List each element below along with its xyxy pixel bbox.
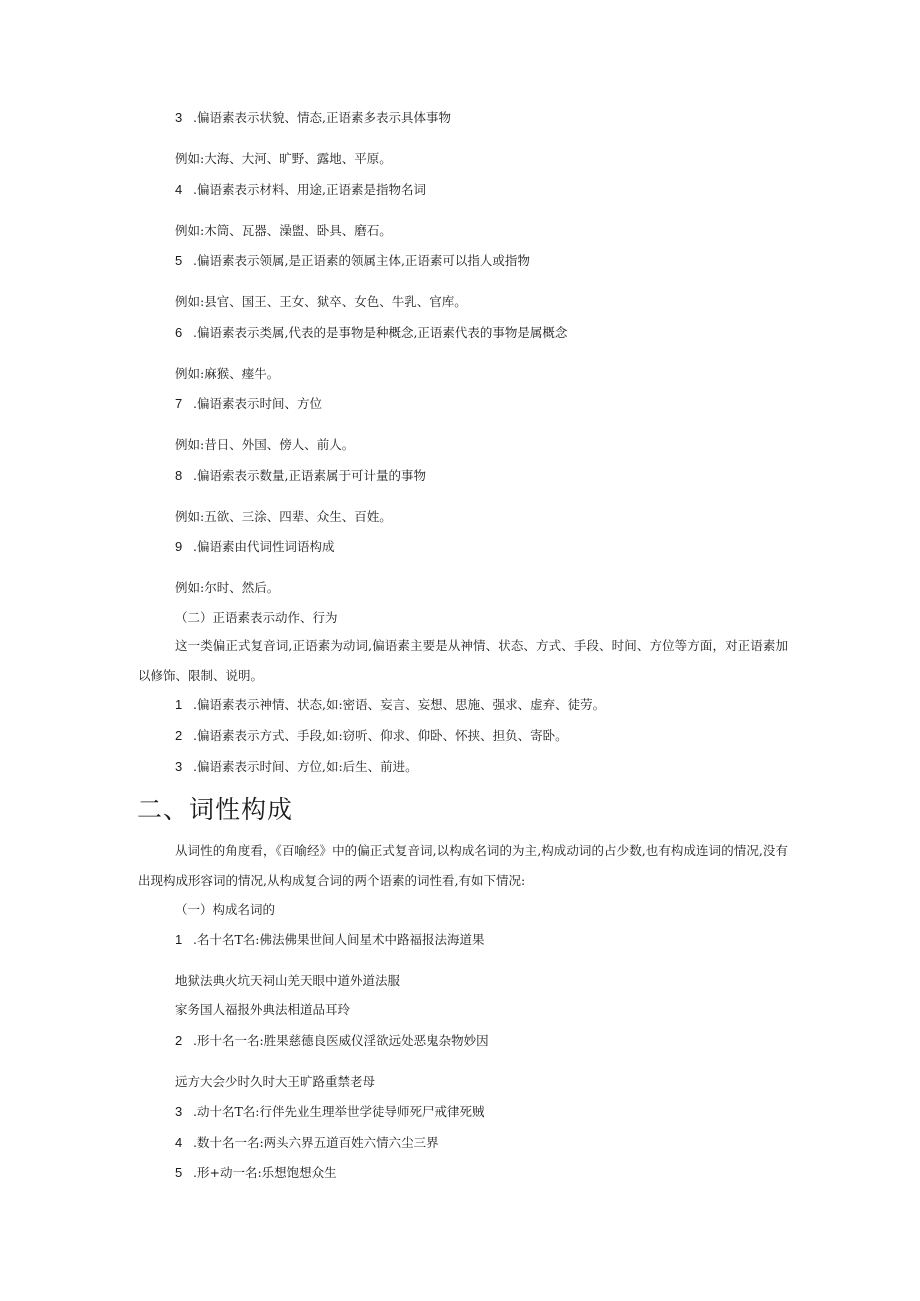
list-item-number: 1 — [175, 932, 183, 947]
list-item-number: 3 — [175, 759, 183, 774]
example-line: 例如:昔日、外国、傍人、前人。 — [175, 437, 355, 452]
list-item-number: 4 — [175, 182, 183, 197]
list-item — [175, 697, 605, 713]
subsection-heading: （二）正语素表示动作、行为 — [175, 610, 338, 625]
example-line: 地狱法典火坑天祠山羌天眼中道外道法服 — [175, 973, 401, 988]
list-item — [175, 759, 418, 775]
list-item-number: 5 — [175, 1165, 183, 1180]
list-item — [175, 1033, 489, 1049]
body-paragraph: 这一类偏正式复音词,正语素为动词,偏语素主要是从神情、状态、方式、手段、时间、方位等方面，对正语素加以修饰、限制、说明。 — [138, 638, 788, 683]
list-item-number: 2 — [175, 1033, 183, 1048]
example-line: 例如:五欲、三涂、四辈、众生、百姓。 — [175, 509, 392, 524]
list-item — [175, 1135, 439, 1151]
subsection-heading: （一）构成名词的 — [175, 902, 276, 917]
list-item — [175, 110, 451, 126]
list-item-number: 1 — [175, 697, 183, 712]
example-line: 例如:县官、国王、王女、狱卒、女色、牛乳、官库。 — [175, 294, 467, 309]
example-line: 例如:大海、大河、旷野、露地、平原。 — [175, 151, 392, 166]
list-item — [175, 182, 426, 198]
list-item-number: 4 — [175, 1135, 183, 1150]
list-item — [175, 253, 530, 269]
list-item-text: .偏语素表示时间、方位 — [193, 396, 322, 411]
body-paragraph: 从词性的角度看，《百喻经》中的偏正式复音词,以构成名词的为主,构成动词的占少数,也有构成连词的情况,没有出现构成形容词的情况,从构成复合词的两个语素的词性看,有如下情况: — [138, 843, 788, 888]
list-item-number: 6 — [175, 325, 183, 340]
list-item-number: 9 — [175, 539, 183, 554]
list-item — [175, 396, 322, 412]
list-item-text: .偏语素表示材料、用途,正语素是指物名词 — [193, 182, 426, 197]
example-line: 家务国人福报外典法相道品耳玲 — [175, 1002, 351, 1017]
list-item — [175, 539, 334, 555]
list-item-number: 8 — [175, 468, 183, 483]
example-line: 远方大会少时久时大王旷路重禁老母 — [175, 1074, 376, 1089]
list-item-text: .偏语素表示方式、手段,如:窃听、仰求、仰卧、怀挟、担负、寄卧。 — [193, 728, 568, 743]
list-item-text: .形十名一名:胜果慈德良医威仪淫欲远处恶鬼杂物妙因 — [193, 1033, 489, 1048]
example-line: 例如:木筒、瓦器、澡盥、卧具、磨石。 — [175, 223, 392, 238]
list-item-text: .偏语素表示状貌、情态,正语素多表示具体事物 — [193, 110, 451, 125]
list-item — [175, 1165, 337, 1181]
list-item-text: .偏语索表示数量,正语素属于可计量的事物 — [193, 468, 426, 483]
list-item-text: .偏语素表示时间、方位,如:后生、前进。 — [193, 759, 418, 774]
list-item-text: .形+动一名:乐想饱想众生 — [193, 1165, 337, 1180]
list-item — [175, 468, 426, 484]
list-item-text: .偏语素由代词性词语构成 — [193, 539, 335, 554]
list-item-number: 3 — [175, 110, 183, 125]
section-heading: 二、词性构成 — [137, 795, 294, 824]
list-item — [175, 728, 568, 744]
list-item-text: .偏语素表示神情、状态,如:密语、妄言、妄想、思施、强求、虚弃、徒劳。 — [193, 697, 606, 712]
list-item — [175, 932, 485, 948]
list-item-number: 7 — [175, 396, 183, 411]
list-item-text: .动十名T名:行伴先业生理举世学徒导师死尸戒律死贼 — [193, 1104, 485, 1119]
list-item-text: .偏语素表示领属,是正语素的领属主体,正语素可以指人或指物 — [193, 253, 530, 268]
list-item-text: .偏语素表示类属,代表的是事物是种概念,正语素代表的事物是属概念 — [193, 325, 568, 340]
example-line: 例如:尔时、然后。 — [175, 580, 280, 595]
list-item — [175, 1104, 485, 1120]
list-item-number: 3 — [175, 1104, 183, 1119]
list-item-text: .数十名一名:两头六界五道百姓六情六尘三界 — [193, 1135, 439, 1150]
list-item — [175, 325, 567, 341]
list-item-number: 2 — [175, 728, 183, 743]
example-line: 例如:麻猴、瘗牛。 — [175, 366, 280, 381]
list-item-number: 5 — [175, 253, 183, 268]
list-item-text: .名十名T名:佛法佛果世间人间星术中路福报法海道果 — [193, 932, 485, 947]
